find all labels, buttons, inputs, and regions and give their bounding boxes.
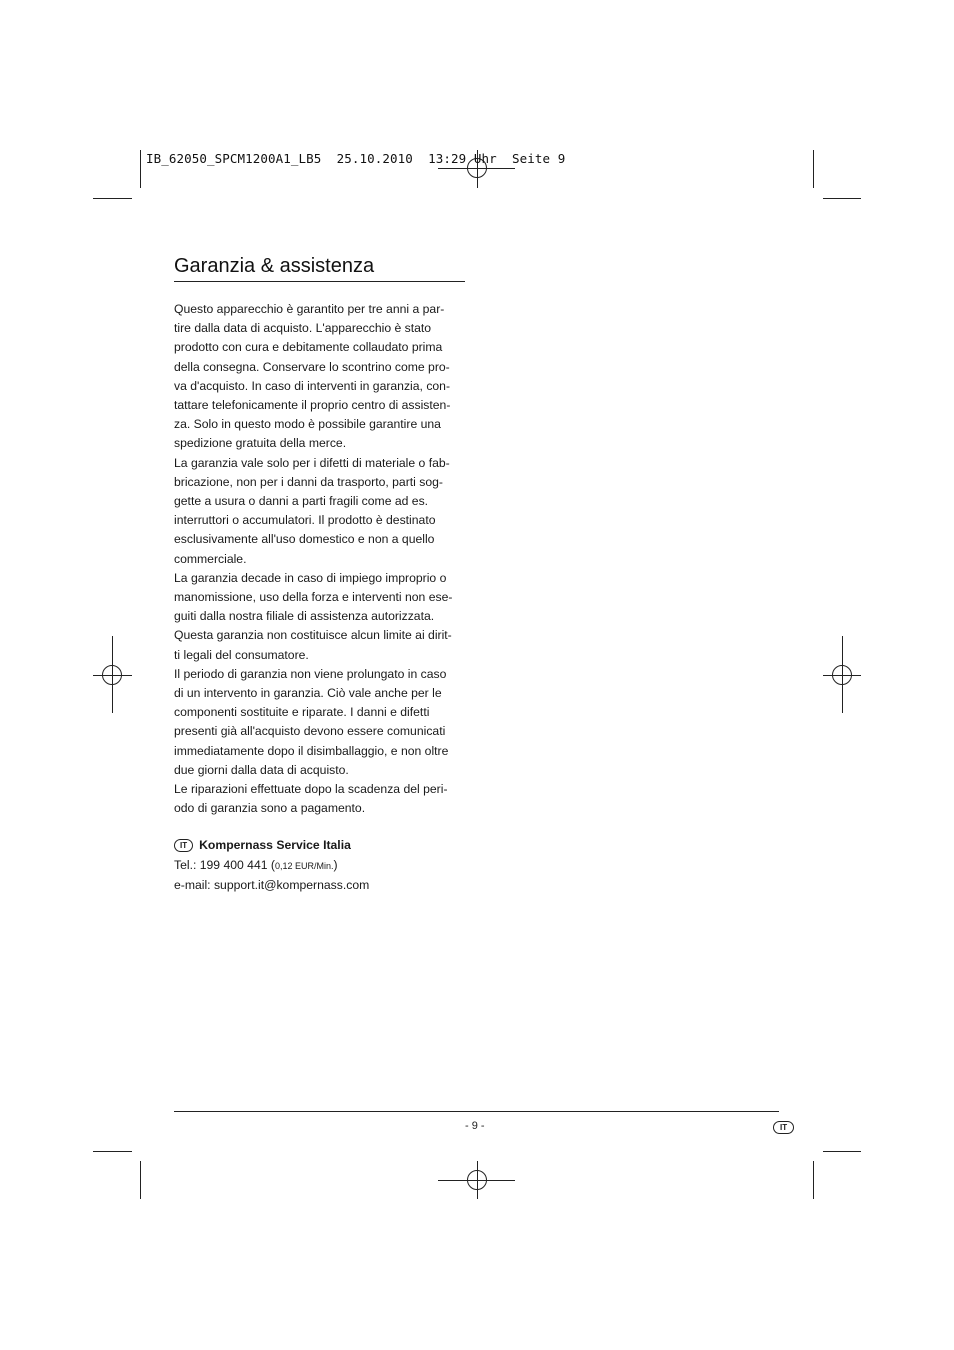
text-line: tattare telefonicamente il proprio centro di assisten-: [174, 398, 451, 413]
text-line: prodotto con cura e debitamente collaudato prima: [174, 340, 443, 355]
crop-mark: [813, 1161, 814, 1199]
text-line: odo di garanzia sono a pagamento.: [174, 801, 366, 816]
footer-rule: [174, 1111, 779, 1112]
text-line: La garanzia vale solo per i difetti di materiale o fab-: [174, 455, 450, 470]
service-contact: [174, 836, 369, 896]
country-badge: IT: [174, 839, 193, 852]
service-phone: [174, 856, 369, 877]
text-line: tire dalla data di acquisto. L'apparecchio è stato: [174, 321, 432, 336]
registration-mark-circle: [832, 665, 852, 685]
page-number: - 9 -: [465, 1120, 485, 1132]
crop-mark: [140, 150, 141, 188]
crop-mark: [823, 1151, 861, 1152]
text-line: Il periodo di garanzia non viene prolungato in caso: [174, 666, 447, 681]
crop-mark: [823, 198, 861, 199]
crop-mark: [93, 198, 132, 199]
text-line: interruttori o accumulatori. Il prodotto è destinato: [174, 513, 436, 528]
title-rule: [174, 281, 465, 282]
warranty-text: [174, 300, 474, 818]
text-line: due giorni dalla data di acquisto.: [174, 762, 349, 777]
phone-number: Tel.: 199 400 441 (: [174, 857, 275, 872]
text-line: commerciale.: [174, 551, 247, 566]
text-line: za. Solo in questo modo è possibile garantire una: [174, 417, 441, 432]
text-line: immediatamente dopo il disimballaggio, e non oltre: [174, 743, 449, 758]
text-line: Questo apparecchio è garantito per tre anni a par-: [174, 302, 445, 316]
text-line: spedizione gratuita della merce.: [174, 436, 347, 451]
text-line: di un intervento in garanzia. Ciò vale anche per le: [174, 686, 442, 701]
text-line: manomissione, uso della forza e interventi non ese-: [174, 590, 453, 605]
text-line: componenti sostituite e riparate. I danni e difetti: [174, 705, 430, 720]
text-line: della consegna. Conservare lo scontrino come pro-: [174, 359, 450, 374]
text-line: esclusivamente all'uso domestico e non a quello: [174, 532, 435, 547]
registration-mark-circle: [102, 665, 122, 685]
text-line: gette a usura o danni a parti fragili come ad es.: [174, 494, 429, 509]
phone-suffix: ): [333, 857, 338, 872]
text-line: va d'acquisto. In caso di interventi in garanzia, con-: [174, 378, 451, 393]
text-line: guiti dalla nostra filiale di assistenza autorizzata.: [174, 609, 435, 624]
language-badge: IT: [773, 1121, 794, 1134]
text-line: presenti già all'acquisto devono essere comunicati: [174, 724, 446, 739]
crop-mark: [813, 150, 814, 188]
service-name: Kompernass Service Italia: [199, 838, 351, 852]
service-name-row: [174, 836, 369, 856]
phone-rate: 0,12 EUR/Min.: [274, 860, 334, 871]
registration-mark-circle: [467, 1170, 487, 1190]
crop-mark: [140, 1161, 141, 1199]
text-line: Questa garanzia non costituisce alcun limite ai dirit-: [174, 628, 452, 643]
text-line: Le riparazioni effettuate dopo la scadenza del peri-: [174, 782, 448, 797]
service-email: e-mail: support.it@kompernass.com: [174, 878, 370, 892]
text-line: La garanzia decade in caso di impiego improprio o: [174, 570, 447, 585]
crop-mark: [93, 1151, 132, 1152]
text-line: bricazione, non per i danni da trasporto, parti sog-: [174, 474, 443, 489]
text-line: ti legali del consumatore.: [174, 647, 309, 662]
page-title: Garanzia & assistenza: [174, 255, 375, 277]
print-header: IB_62050_SPCM1200A1_LB5 25.10.2010 13:29 Uhr Seite 9: [146, 151, 566, 166]
